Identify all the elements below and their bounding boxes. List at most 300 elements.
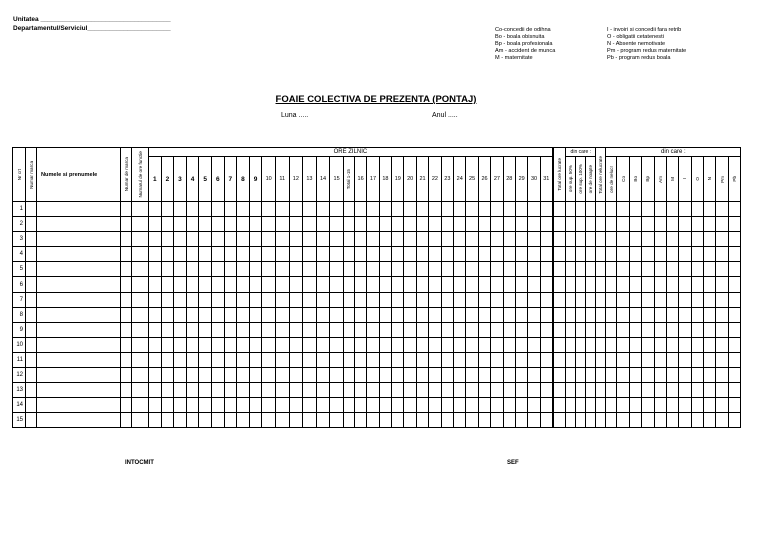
pontaj-cell[interactable] [343, 247, 354, 262]
pontaj-cell[interactable] [354, 217, 366, 232]
pontaj-cell[interactable] [540, 217, 553, 232]
pontaj-cell[interactable] [466, 202, 478, 217]
pontaj-cell[interactable] [429, 232, 441, 247]
pontaj-cell[interactable] [379, 398, 391, 413]
pontaj-cell[interactable] [679, 262, 691, 277]
pontaj-cell[interactable] [237, 368, 250, 383]
pontaj-cell[interactable] [515, 352, 527, 367]
pontaj-cell[interactable] [454, 337, 466, 352]
pontaj-cell[interactable] [454, 202, 466, 217]
pontaj-cell[interactable] [503, 232, 515, 247]
pontaj-cell[interactable] [491, 352, 503, 367]
pontaj-cell[interactable] [316, 413, 330, 428]
pontaj-cell[interactable] [629, 352, 641, 367]
pontaj-cell[interactable] [316, 352, 330, 367]
pontaj-cell[interactable] [606, 368, 617, 383]
pontaj-cell[interactable] [540, 413, 553, 428]
pontaj-cell[interactable] [237, 337, 250, 352]
pontaj-cell[interactable] [121, 217, 132, 232]
pontaj-cell[interactable] [379, 413, 391, 428]
pontaj-cell[interactable] [478, 247, 490, 262]
pontaj-cell[interactable] [566, 398, 576, 413]
pontaj-cell[interactable] [161, 307, 174, 322]
pontaj-cell[interactable] [262, 322, 276, 337]
pontaj-cell[interactable] [576, 337, 586, 352]
pontaj-cell[interactable] [316, 383, 330, 398]
pontaj-cell[interactable] [576, 202, 586, 217]
pontaj-cell[interactable] [596, 383, 606, 398]
pontaj-cell[interactable] [503, 217, 515, 232]
pontaj-cell[interactable] [617, 352, 629, 367]
pontaj-cell[interactable] [174, 352, 187, 367]
pontaj-cell[interactable] [289, 352, 303, 367]
pontaj-cell[interactable] [262, 247, 276, 262]
pontaj-cell[interactable] [330, 307, 344, 322]
pontaj-cell[interactable] [211, 307, 224, 322]
pontaj-cell[interactable] [224, 262, 237, 277]
pontaj-cell[interactable] [275, 398, 289, 413]
pontaj-cell[interactable] [367, 292, 379, 307]
pontaj-cell[interactable] [199, 383, 212, 398]
pontaj-cell[interactable] [211, 292, 224, 307]
pontaj-cell[interactable] [704, 368, 716, 383]
pontaj-cell[interactable] [186, 247, 199, 262]
pontaj-cell[interactable] [149, 413, 162, 428]
pontaj-cell[interactable] [416, 322, 428, 337]
pontaj-cell[interactable] [132, 292, 149, 307]
pontaj-cell[interactable] [654, 202, 666, 217]
pontaj-cell[interactable] [679, 383, 691, 398]
pontaj-cell[interactable] [553, 202, 566, 217]
pontaj-cell[interactable] [515, 398, 527, 413]
pontaj-cell[interactable] [503, 202, 515, 217]
pontaj-cell[interactable] [249, 247, 262, 262]
pontaj-cell[interactable] [224, 322, 237, 337]
pontaj-cell[interactable] [454, 262, 466, 277]
pontaj-cell[interactable] [186, 307, 199, 322]
pontaj-cell[interactable] [303, 337, 317, 352]
pontaj-cell[interactable] [586, 368, 596, 383]
pontaj-cell[interactable] [553, 292, 566, 307]
pontaj-cell[interactable] [566, 413, 576, 428]
pontaj-cell[interactable] [275, 413, 289, 428]
pontaj-cell[interactable] [367, 232, 379, 247]
pontaj-cell[interactable] [691, 307, 703, 322]
pontaj-cell[interactable] [617, 247, 629, 262]
pontaj-cell[interactable] [441, 368, 453, 383]
pontaj-cell[interactable] [629, 413, 641, 428]
pontaj-cell[interactable] [416, 337, 428, 352]
pontaj-cell[interactable] [379, 262, 391, 277]
pontaj-cell[interactable] [728, 277, 740, 292]
pontaj-cell[interactable] [586, 413, 596, 428]
pontaj-cell[interactable] [354, 292, 366, 307]
pontaj-cell[interactable] [617, 307, 629, 322]
pontaj-cell[interactable] [275, 337, 289, 352]
pontaj-cell[interactable] [429, 383, 441, 398]
pontaj-cell[interactable] [149, 337, 162, 352]
pontaj-cell[interactable] [553, 413, 566, 428]
pontaj-cell[interactable] [540, 292, 553, 307]
pontaj-cell[interactable] [121, 413, 132, 428]
pontaj-cell[interactable] [728, 247, 740, 262]
pontaj-cell[interactable] [186, 413, 199, 428]
pontaj-cell[interactable] [237, 322, 250, 337]
pontaj-cell[interactable] [596, 307, 606, 322]
pontaj-cell[interactable] [37, 368, 121, 383]
pontaj-cell[interactable] [416, 247, 428, 262]
pontaj-cell[interactable] [617, 337, 629, 352]
pontaj-cell[interactable] [617, 262, 629, 277]
pontaj-cell[interactable] [404, 247, 416, 262]
pontaj-cell[interactable] [553, 337, 566, 352]
pontaj-cell[interactable] [642, 322, 654, 337]
pontaj-cell[interactable] [454, 413, 466, 428]
pontaj-cell[interactable] [629, 337, 641, 352]
pontaj-cell[interactable] [275, 322, 289, 337]
pontaj-cell[interactable] [629, 307, 641, 322]
pontaj-cell[interactable] [275, 383, 289, 398]
pontaj-cell[interactable] [416, 202, 428, 217]
pontaj-cell[interactable] [566, 202, 576, 217]
pontaj-cell[interactable] [224, 413, 237, 428]
pontaj-cell[interactable] [441, 337, 453, 352]
pontaj-cell[interactable] [642, 217, 654, 232]
pontaj-cell[interactable] [576, 352, 586, 367]
pontaj-cell[interactable] [132, 247, 149, 262]
pontaj-cell[interactable] [666, 262, 678, 277]
pontaj-cell[interactable] [303, 368, 317, 383]
pontaj-cell[interactable] [289, 383, 303, 398]
pontaj-cell[interactable] [704, 307, 716, 322]
pontaj-cell[interactable] [429, 413, 441, 428]
pontaj-cell[interactable] [528, 292, 540, 307]
pontaj-cell[interactable] [354, 277, 366, 292]
pontaj-cell[interactable] [503, 368, 515, 383]
pontaj-cell[interactable] [379, 247, 391, 262]
pontaj-cell[interactable] [121, 232, 132, 247]
pontaj-cell[interactable] [540, 307, 553, 322]
pontaj-cell[interactable] [211, 383, 224, 398]
pontaj-cell[interactable] [392, 262, 404, 277]
pontaj-cell[interactable] [491, 398, 503, 413]
pontaj-cell[interactable] [186, 337, 199, 352]
pontaj-cell[interactable] [367, 217, 379, 232]
pontaj-cell[interactable] [478, 337, 490, 352]
pontaj-cell[interactable] [606, 202, 617, 217]
pontaj-cell[interactable] [679, 337, 691, 352]
pontaj-cell[interactable] [303, 352, 317, 367]
pontaj-cell[interactable] [26, 337, 37, 352]
pontaj-cell[interactable] [553, 232, 566, 247]
pontaj-cell[interactable] [161, 292, 174, 307]
pontaj-cell[interactable] [586, 398, 596, 413]
pontaj-cell[interactable] [199, 307, 212, 322]
pontaj-cell[interactable] [586, 262, 596, 277]
pontaj-cell[interactable] [316, 277, 330, 292]
pontaj-cell[interactable] [343, 277, 354, 292]
pontaj-cell[interactable] [37, 217, 121, 232]
pontaj-cell[interactable] [666, 217, 678, 232]
pontaj-cell[interactable] [454, 383, 466, 398]
pontaj-cell[interactable] [586, 202, 596, 217]
pontaj-cell[interactable] [553, 368, 566, 383]
pontaj-cell[interactable] [566, 322, 576, 337]
pontaj-cell[interactable] [416, 307, 428, 322]
pontaj-cell[interactable] [553, 398, 566, 413]
pontaj-cell[interactable] [728, 337, 740, 352]
pontaj-cell[interactable] [211, 398, 224, 413]
pontaj-cell[interactable] [629, 368, 641, 383]
pontaj-cell[interactable] [249, 322, 262, 337]
pontaj-cell[interactable] [503, 398, 515, 413]
pontaj-cell[interactable] [262, 202, 276, 217]
pontaj-cell[interactable] [666, 202, 678, 217]
pontaj-cell[interactable] [429, 292, 441, 307]
pontaj-cell[interactable] [392, 352, 404, 367]
pontaj-cell[interactable] [275, 368, 289, 383]
pontaj-cell[interactable] [454, 307, 466, 322]
pontaj-cell[interactable] [199, 277, 212, 292]
pontaj-cell[interactable] [515, 413, 527, 428]
pontaj-cell[interactable] [515, 383, 527, 398]
pontaj-cell[interactable] [354, 368, 366, 383]
pontaj-cell[interactable] [289, 247, 303, 262]
pontaj-cell[interactable] [149, 322, 162, 337]
pontaj-cell[interactable] [367, 337, 379, 352]
pontaj-cell[interactable] [404, 337, 416, 352]
pontaj-cell[interactable] [704, 413, 716, 428]
pontaj-cell[interactable] [491, 307, 503, 322]
pontaj-cell[interactable] [642, 247, 654, 262]
pontaj-cell[interactable] [37, 383, 121, 398]
pontaj-cell[interactable] [478, 352, 490, 367]
pontaj-cell[interactable] [224, 368, 237, 383]
pontaj-cell[interactable] [343, 202, 354, 217]
pontaj-cell[interactable] [576, 398, 586, 413]
pontaj-cell[interactable] [515, 217, 527, 232]
pontaj-cell[interactable] [416, 232, 428, 247]
pontaj-cell[interactable] [186, 383, 199, 398]
pontaj-cell[interactable] [503, 307, 515, 322]
pontaj-cell[interactable] [596, 368, 606, 383]
pontaj-cell[interactable] [528, 383, 540, 398]
pontaj-cell[interactable] [704, 247, 716, 262]
pontaj-cell[interactable] [586, 322, 596, 337]
pontaj-cell[interactable] [515, 232, 527, 247]
pontaj-cell[interactable] [161, 383, 174, 398]
pontaj-cell[interactable] [262, 413, 276, 428]
pontaj-cell[interactable] [466, 322, 478, 337]
pontaj-cell[interactable] [528, 247, 540, 262]
pontaj-cell[interactable] [716, 202, 728, 217]
pontaj-cell[interactable] [691, 322, 703, 337]
pontaj-cell[interactable] [466, 337, 478, 352]
pontaj-cell[interactable] [174, 398, 187, 413]
pontaj-cell[interactable] [704, 352, 716, 367]
pontaj-cell[interactable] [716, 307, 728, 322]
pontaj-cell[interactable] [704, 232, 716, 247]
pontaj-cell[interactable] [161, 337, 174, 352]
pontaj-cell[interactable] [37, 398, 121, 413]
pontaj-cell[interactable] [289, 413, 303, 428]
pontaj-cell[interactable] [466, 277, 478, 292]
pontaj-cell[interactable] [237, 383, 250, 398]
pontaj-cell[interactable] [478, 368, 490, 383]
pontaj-cell[interactable] [596, 277, 606, 292]
pontaj-cell[interactable] [199, 262, 212, 277]
pontaj-cell[interactable] [316, 262, 330, 277]
pontaj-cell[interactable] [249, 307, 262, 322]
pontaj-cell[interactable] [303, 322, 317, 337]
pontaj-cell[interactable] [262, 368, 276, 383]
pontaj-cell[interactable] [303, 413, 317, 428]
pontaj-cell[interactable] [429, 352, 441, 367]
pontaj-cell[interactable] [367, 202, 379, 217]
pontaj-cell[interactable] [515, 262, 527, 277]
pontaj-cell[interactable] [262, 383, 276, 398]
pontaj-cell[interactable] [289, 337, 303, 352]
pontaj-cell[interactable] [354, 352, 366, 367]
pontaj-cell[interactable] [303, 217, 317, 232]
pontaj-cell[interactable] [503, 413, 515, 428]
pontaj-cell[interactable] [566, 277, 576, 292]
pontaj-cell[interactable] [330, 232, 344, 247]
pontaj-cell[interactable] [503, 383, 515, 398]
pontaj-cell[interactable] [441, 307, 453, 322]
pontaj-cell[interactable] [540, 398, 553, 413]
pontaj-cell[interactable] [566, 247, 576, 262]
pontaj-cell[interactable] [617, 277, 629, 292]
pontaj-cell[interactable] [704, 277, 716, 292]
pontaj-cell[interactable] [121, 202, 132, 217]
pontaj-cell[interactable] [186, 202, 199, 217]
pontaj-cell[interactable] [303, 232, 317, 247]
pontaj-cell[interactable] [576, 413, 586, 428]
pontaj-cell[interactable] [454, 292, 466, 307]
pontaj-cell[interactable] [404, 292, 416, 307]
pontaj-cell[interactable] [161, 247, 174, 262]
pontaj-cell[interactable] [132, 217, 149, 232]
pontaj-cell[interactable] [211, 352, 224, 367]
pontaj-cell[interactable] [691, 277, 703, 292]
pontaj-cell[interactable] [330, 292, 344, 307]
pontaj-cell[interactable] [642, 277, 654, 292]
pontaj-cell[interactable] [392, 292, 404, 307]
pontaj-cell[interactable] [186, 352, 199, 367]
pontaj-cell[interactable] [404, 413, 416, 428]
pontaj-cell[interactable] [429, 322, 441, 337]
pontaj-cell[interactable] [617, 368, 629, 383]
pontaj-cell[interactable] [330, 383, 344, 398]
pontaj-cell[interactable] [666, 292, 678, 307]
pontaj-cell[interactable] [586, 337, 596, 352]
pontaj-cell[interactable] [249, 277, 262, 292]
pontaj-cell[interactable] [354, 322, 366, 337]
pontaj-cell[interactable] [679, 277, 691, 292]
pontaj-cell[interactable] [275, 277, 289, 292]
pontaj-cell[interactable] [478, 202, 490, 217]
pontaj-cell[interactable] [679, 232, 691, 247]
pontaj-cell[interactable] [528, 277, 540, 292]
pontaj-cell[interactable] [211, 337, 224, 352]
pontaj-cell[interactable] [379, 202, 391, 217]
pontaj-cell[interactable] [26, 352, 37, 367]
pontaj-cell[interactable] [343, 292, 354, 307]
pontaj-cell[interactable] [237, 352, 250, 367]
pontaj-cell[interactable] [441, 292, 453, 307]
pontaj-cell[interactable] [491, 413, 503, 428]
pontaj-cell[interactable] [716, 398, 728, 413]
pontaj-cell[interactable] [576, 307, 586, 322]
pontaj-cell[interactable] [186, 322, 199, 337]
pontaj-cell[interactable] [429, 202, 441, 217]
pontaj-cell[interactable] [37, 337, 121, 352]
pontaj-cell[interactable] [367, 383, 379, 398]
pontaj-cell[interactable] [186, 368, 199, 383]
pontaj-cell[interactable] [586, 383, 596, 398]
pontaj-cell[interactable] [186, 277, 199, 292]
pontaj-cell[interactable] [121, 368, 132, 383]
pontaj-cell[interactable] [606, 217, 617, 232]
pontaj-cell[interactable] [540, 262, 553, 277]
pontaj-cell[interactable] [454, 398, 466, 413]
pontaj-cell[interactable] [441, 383, 453, 398]
pontaj-cell[interactable] [491, 322, 503, 337]
pontaj-cell[interactable] [596, 337, 606, 352]
pontaj-cell[interactable] [121, 322, 132, 337]
pontaj-cell[interactable] [354, 398, 366, 413]
pontaj-cell[interactable] [466, 383, 478, 398]
pontaj-cell[interactable] [540, 368, 553, 383]
pontaj-cell[interactable] [728, 307, 740, 322]
pontaj-cell[interactable] [37, 322, 121, 337]
pontaj-cell[interactable] [343, 307, 354, 322]
pontaj-cell[interactable] [132, 322, 149, 337]
pontaj-cell[interactable] [642, 383, 654, 398]
pontaj-cell[interactable] [289, 307, 303, 322]
pontaj-cell[interactable] [161, 368, 174, 383]
pontaj-cell[interactable] [617, 217, 629, 232]
pontaj-cell[interactable] [303, 202, 317, 217]
pontaj-cell[interactable] [441, 202, 453, 217]
pontaj-cell[interactable] [211, 247, 224, 262]
pontaj-cell[interactable] [262, 292, 276, 307]
pontaj-cell[interactable] [316, 307, 330, 322]
pontaj-cell[interactable] [691, 292, 703, 307]
pontaj-cell[interactable] [224, 292, 237, 307]
pontaj-cell[interactable] [174, 232, 187, 247]
pontaj-cell[interactable] [691, 262, 703, 277]
pontaj-cell[interactable] [121, 337, 132, 352]
pontaj-cell[interactable] [237, 217, 250, 232]
pontaj-cell[interactable] [37, 247, 121, 262]
pontaj-cell[interactable] [416, 262, 428, 277]
pontaj-cell[interactable] [642, 398, 654, 413]
pontaj-cell[interactable] [211, 202, 224, 217]
pontaj-cell[interactable] [354, 337, 366, 352]
pontaj-cell[interactable] [199, 352, 212, 367]
pontaj-cell[interactable] [666, 277, 678, 292]
pontaj-cell[interactable] [149, 247, 162, 262]
pontaj-cell[interactable] [249, 368, 262, 383]
pontaj-cell[interactable] [478, 413, 490, 428]
pontaj-cell[interactable] [429, 277, 441, 292]
pontaj-cell[interactable] [478, 307, 490, 322]
pontaj-cell[interactable] [491, 262, 503, 277]
pontaj-cell[interactable] [478, 277, 490, 292]
pontaj-cell[interactable] [466, 352, 478, 367]
